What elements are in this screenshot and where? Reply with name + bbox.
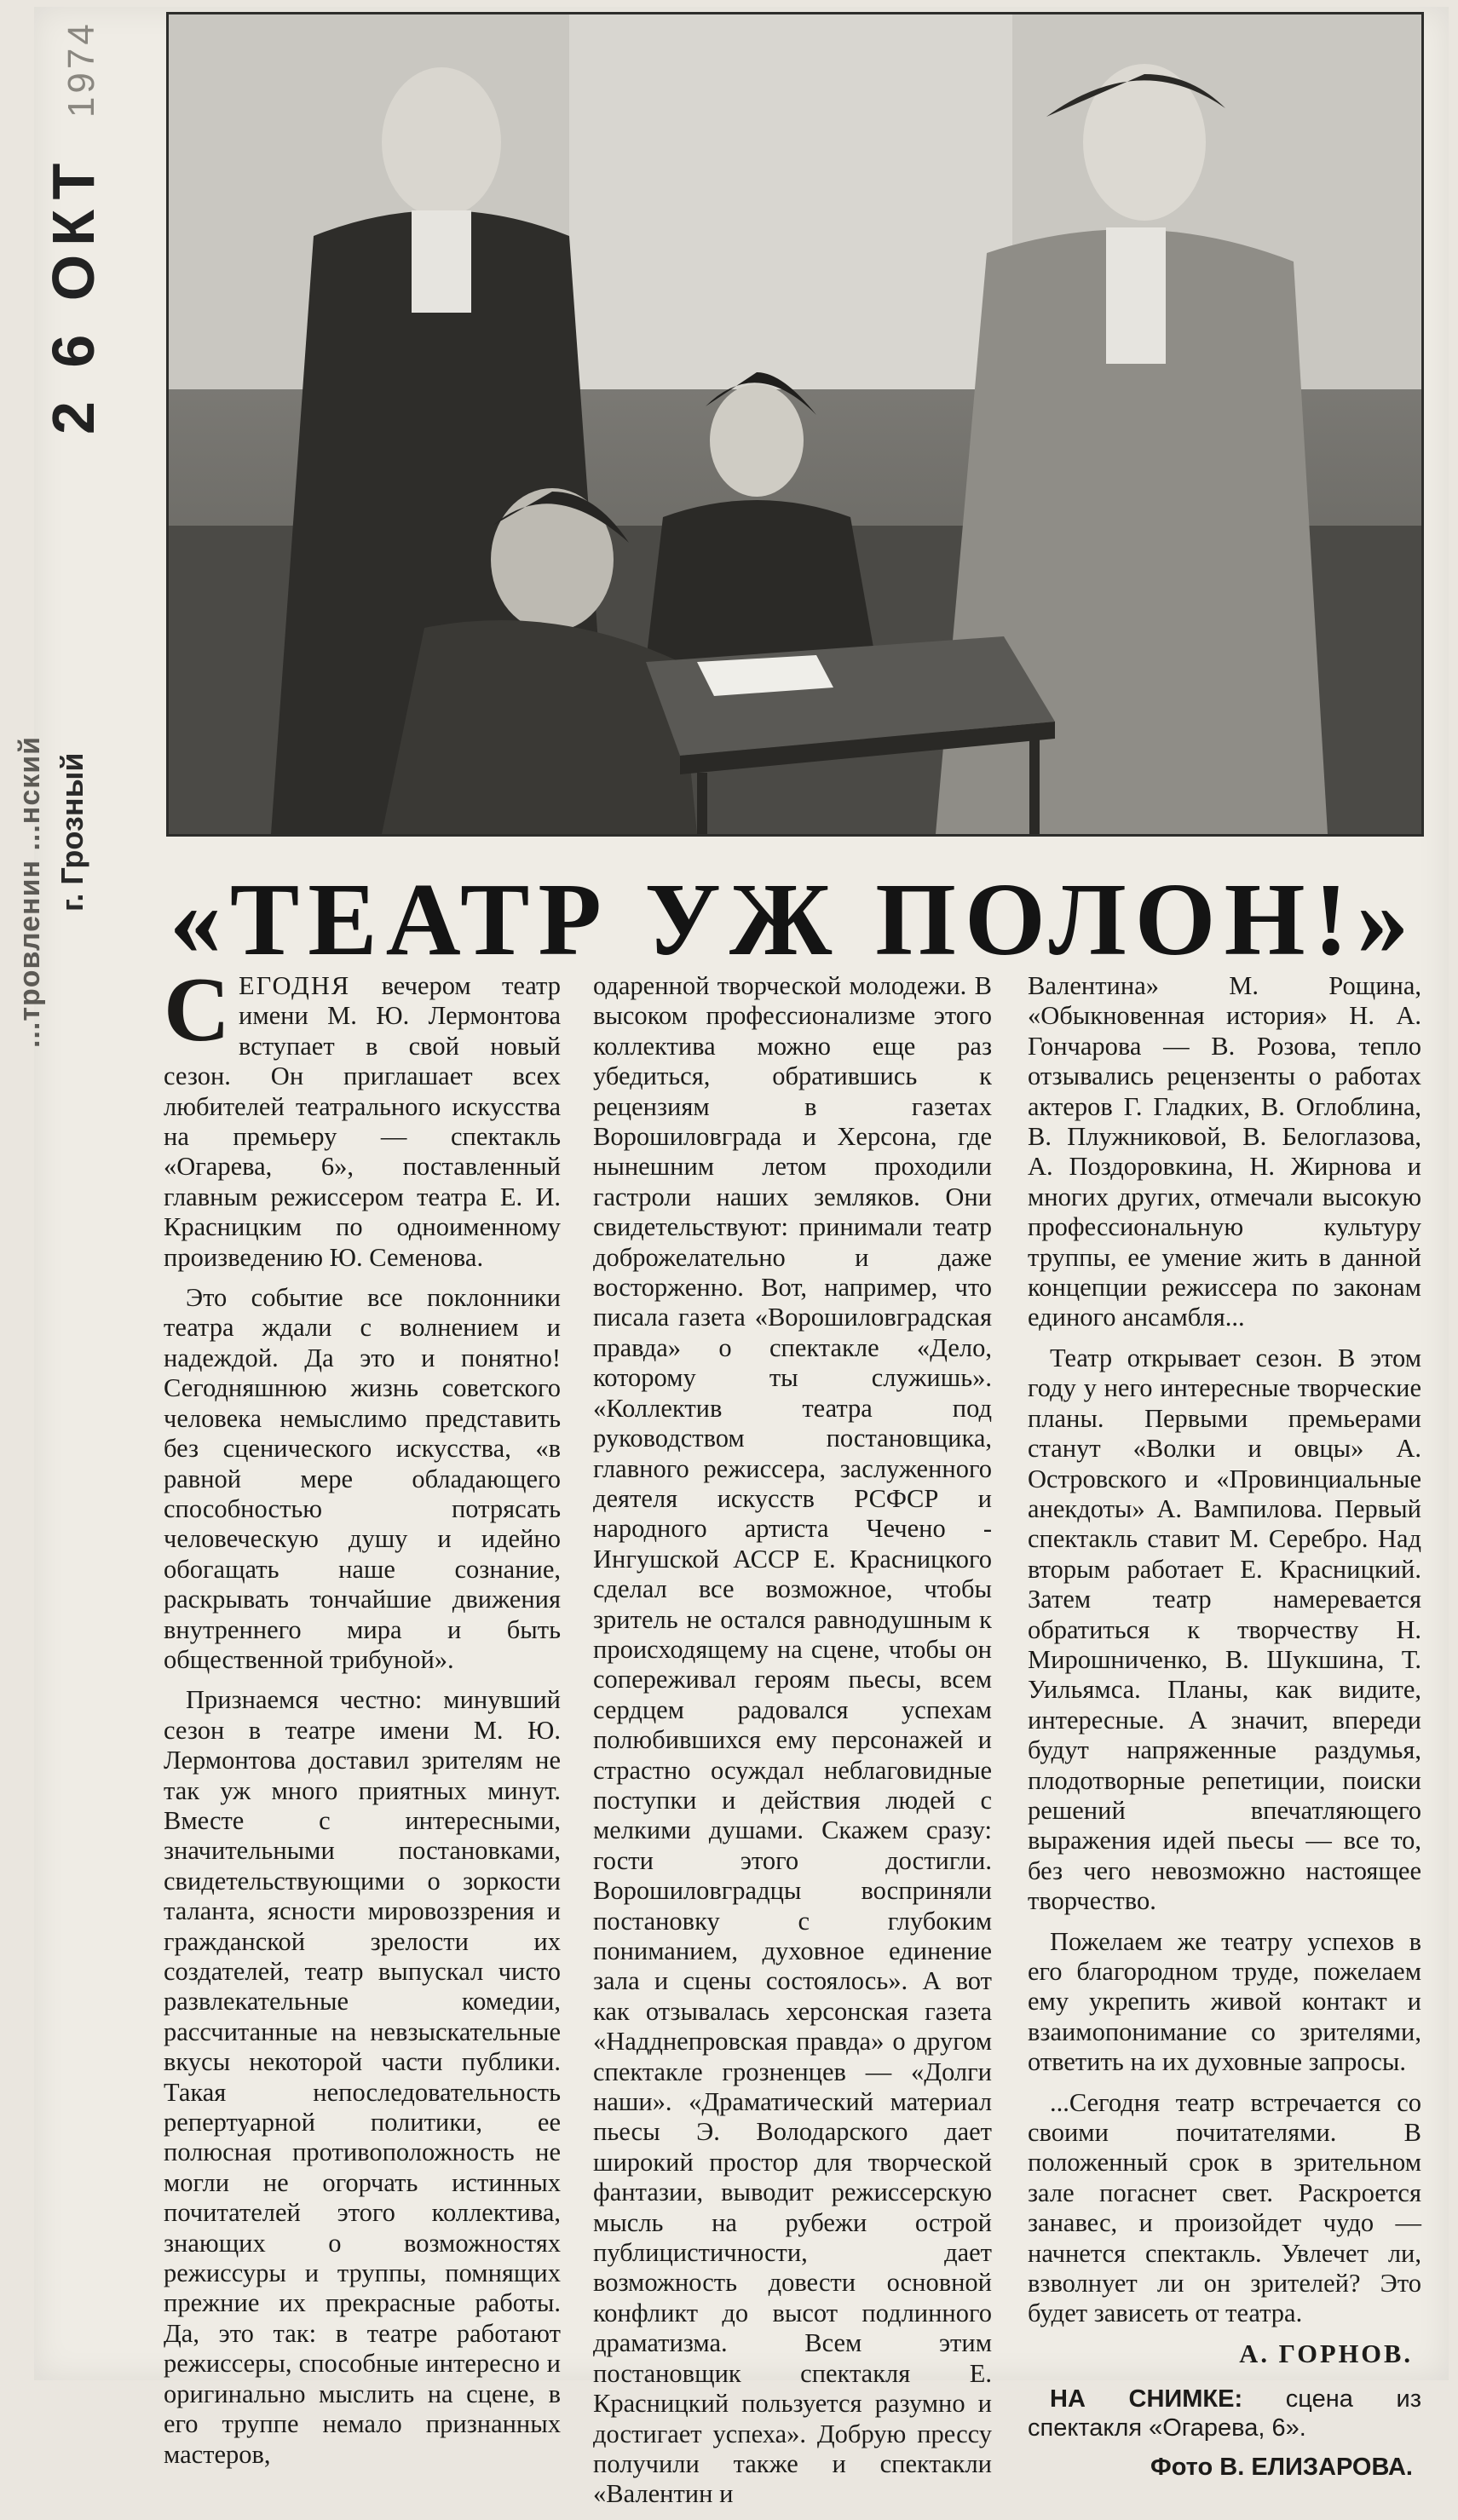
photo-caption: НА СНИМКЕ: сцена из спектакля «Огарева, 6». — [1028, 2385, 1422, 2442]
article-column-3 — [1028, 971, 1421, 2483]
city-label: г. Грозный — [55, 752, 89, 912]
lead-paragraph: СЕГОДНЯ вечером театр имени М. Ю. Лермонтова вступает в свой новый сезон. Он приглашает всех любителей театрального искусства на премьеру — спектакль «Огарева, 6», поставленный главным режиссером театра Е. И. Красницким по одноименному произведению Ю. Семенова. — [164, 959, 561, 1272]
paragraph-3-part-2: одаренной творческой молодежи. В высоком профессионализме этого коллектива можно еще раз убедиться, обратившись к рецензиям в газетах Ворошиловграда и Херсона, где нынешним летом проходили гастроли наших земляков. Они свидетельствуют: принимали театр доброжелательно и даже восторженно. Вот, например, что писала газета «Ворошиловградская правда» о спектакле «Дело, которому ты служишь». «Коллектив театра под руководством постановщика, главного режиссера, заслуженного деятеля искусств РСФСР и народного артиста Чечено - Ингушской АССР Е. Красницкого сделал все возможное, чтобы зритель не остался равнодушным к происходящему на сцене, чтобы он сопереживал героям пьесы, всем сердцем радовался успехам полюбившихся ему персонажей и страстно осуждал неблаговидные поступки и действия людей с мелкими душами. Скажем сразу: гости этого достигли. Ворошиловградцы восприняли постановку с глубоким пониманием, духовное единение зала и сцены состоялось». А вот как отзывалась херсонская газета «Надднепровская правда» о другом спектакле грозненцев — «Долги наши». «Драматический материал пьесы Э. Володарского дает широкий простор для творческой фантазии, выводит режиссерскую мысль на рубежи острой публицистичности, дает возможность довести основной конфликт до высот подлинного драматизма. Всем этим постановщик спектакля Е. Красницкий пользуется разумно и достигает успеха». Добрую прессу получили также и спектакли «Валентин и — [593, 971, 992, 2509]
article-column-2 — [593, 971, 992, 2520]
article-photo — [166, 12, 1424, 837]
stamp-year: 1974 — [61, 20, 102, 118]
scene-photo-illustration — [169, 14, 1421, 834]
article-headline: «ТЕАТР УЖ ПОЛОН!» — [169, 862, 1418, 977]
paragraph-3-part-1: Признаемся честно: минувший сезон в театре имени М. Ю. Лермонтова доставил зрителям не так уж много приятных минут. Вместе с интересными, значительными постановками, свидетельствующими о зоркости таланта, ясности мировоззрения и гражданской зрелости их создателей, театр выпускал чисто развлекательные комедии, рассчитанные на невзыскательные вкусы некоторой части публики. Такая непоследовательность репертуарной политики, ее полюсная противоположность не могли не огорчать истинных почитателей этого коллектива, знающих о возможностях режиссуры и труппы, помнящих прежние их прекрасные работы. Да, это так: в театре работают режиссеры, способные интересно и оригинально мыслить на сцене, в его труппе немало признанных мастеров, — [164, 1685, 561, 2469]
paragraph-2: Это событие все поклонники театра ждали с волнением и надеждой. Да это и понятно! Сегодняшнюю жизнь советского человека немыслимо представить без сценического искусства, «в равной мере обладающего способностью потрясать человеческую душу и идейно обогащать наше сознание, раскрывать тончайшие движения внутреннего мира и быть общественной трибуной». — [164, 1283, 561, 1674]
margin-annotations — [0, 0, 162, 1065]
paragraph-5: Пожелаем же театру успехов в его благородном труде, пожелаем ему укрепить живой контакт и взаимопонимание со зрителями, ответить на их духовные запросы. — [1028, 1926, 1421, 2077]
paragraph-3-part-3: Валентина» М. Рощина, «Обыкновенная история» Н. А. Гончарова — В. Розова, тепло отзывались рецензенты о работах актеров Г. Гладких, В. Оглоблина, В. Плужниковой, В. Белоглазова, А. Поздоровкина, Н. Жирнова и многих других, отмечали высокую профессиональную культуру труппы, ее умение жить в данной концепции режиссера по законам единого ансамбля... — [1028, 971, 1421, 1332]
article-column-1 — [164, 959, 561, 2480]
drop-cap: С — [164, 959, 230, 1061]
paragraph-6: ...Сегодня театр встречается со своими почитателями. В положенный срок в зрительном зале погаснет свет. Раскроется занавес, и произойдет чудо — начнется спектакль. Увлечет ли, взволнует ли он зрителей? Это будет зависеть от театра. — [1028, 2087, 1421, 2328]
photo-credit: Фото В. ЕЛИЗАРОВА. — [1150, 2454, 1413, 2482]
stamp-month: ОКТ — [40, 154, 107, 302]
author-signature: А. ГОРНОВ. — [1239, 2339, 1413, 2368]
stamp-day: 2 6 — [40, 325, 107, 434]
date-stamp — [39, 20, 107, 434]
paragraph-4: Театр открывает сезон. В этом году у него интересные творческие планы. Первыми премьерами станут «Волки и овцы» А. Островского и «Провинциальные анекдоты» А. Вампилова. Первый спектакль ставит М. Серебро. Над вторым работает Е. Красницкий. Затем театр намеревается обратиться к творчеству Н. Мирошниченко, В. Шукшина, Т. Уильямса. Планы, как видите, интересные. А значит, впереди будут напряженные раздумья, плодотворные репетиции, поиски решений впечатляющего выражения идей пьесы — все то, без чего невозможно настоящее творчество. — [1028, 1343, 1421, 1916]
newspaper-name: ...тровленин ...нский — [14, 735, 46, 1048]
